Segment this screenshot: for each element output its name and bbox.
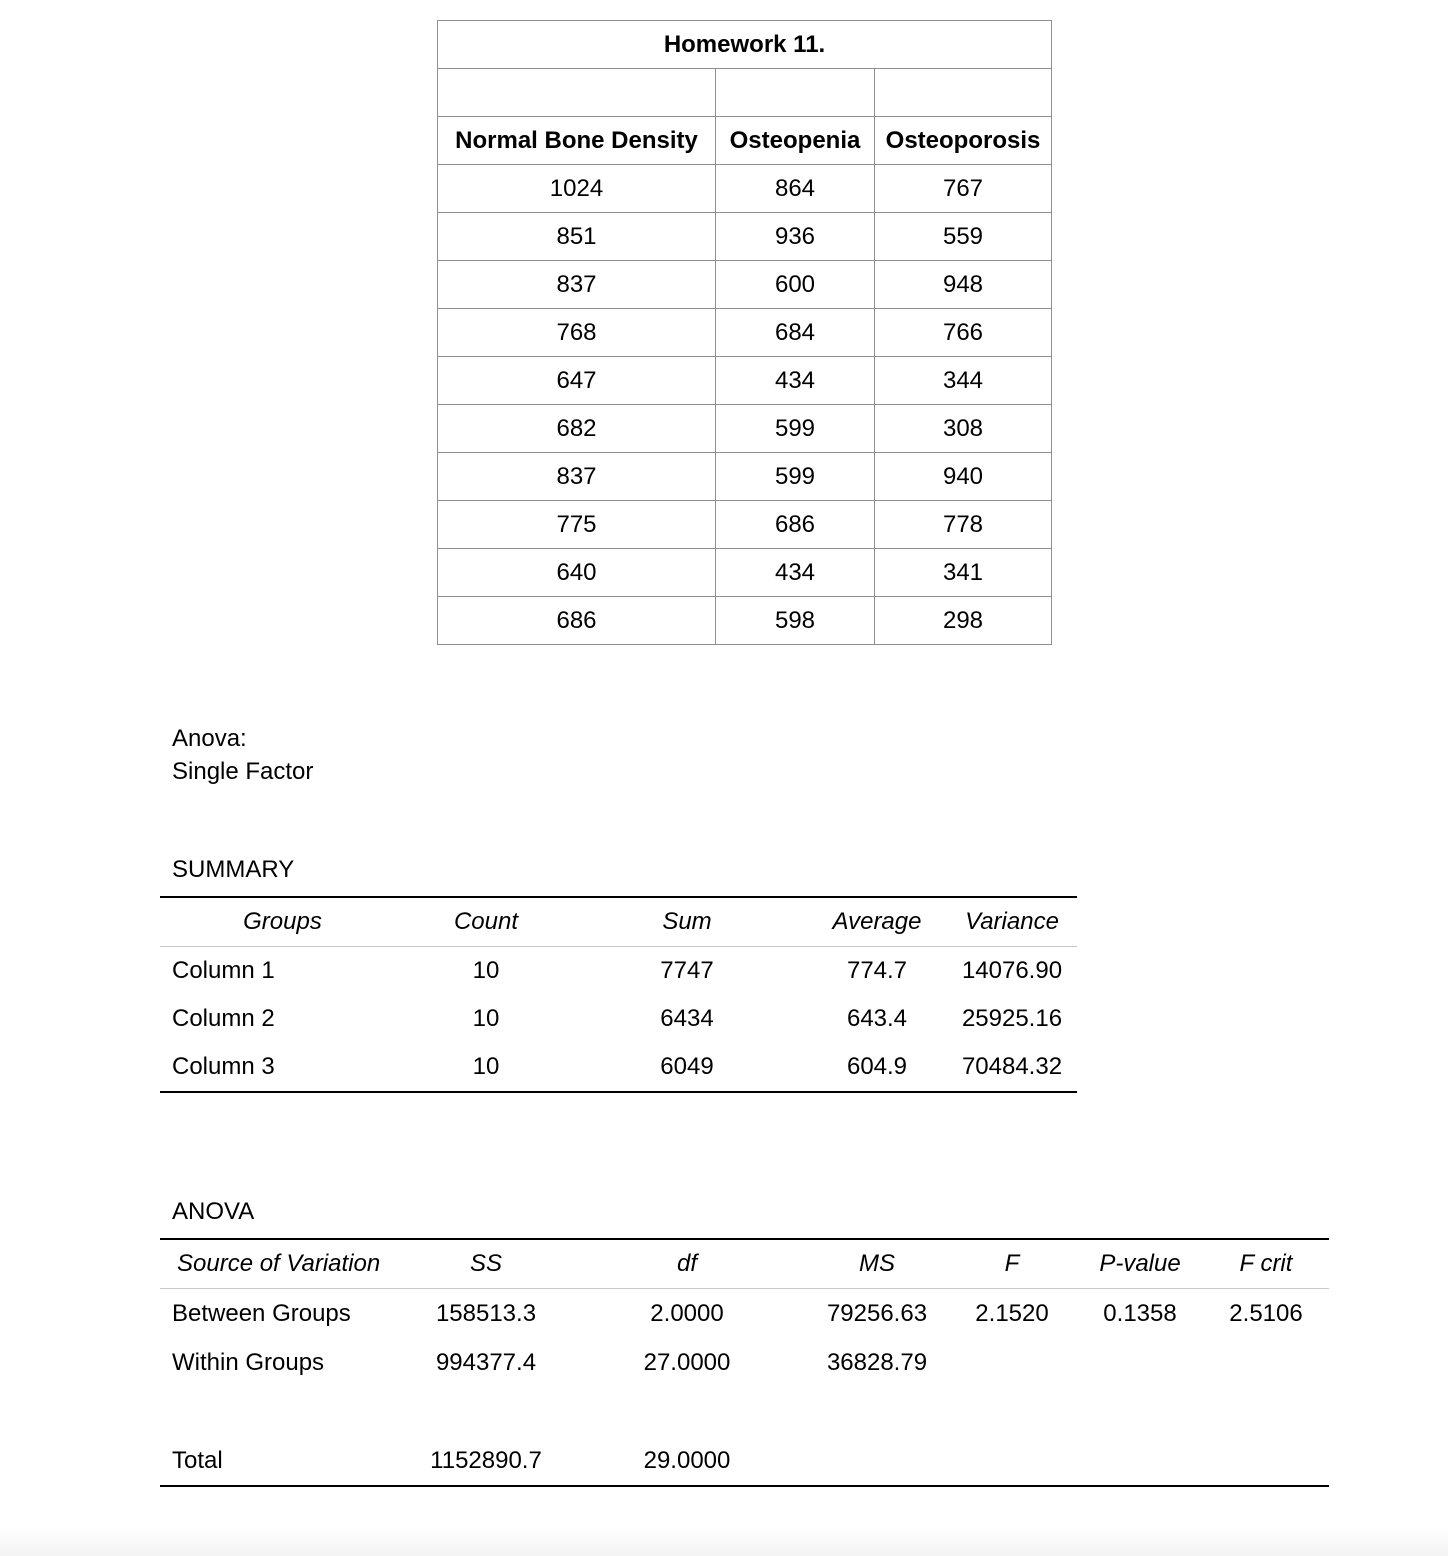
- table-row: [160, 947, 1077, 996]
- cell: 434: [716, 549, 875, 597]
- cell: Within Groups: [172, 1348, 325, 1376]
- table-row: [160, 1043, 1077, 1092]
- cell: 766: [875, 309, 1052, 357]
- cell: 778: [875, 501, 1052, 549]
- cell: 599: [716, 453, 875, 501]
- cell: 79256.63: [826, 1299, 928, 1327]
- cell: Column 2: [172, 1005, 275, 1032]
- empty-cell: [716, 69, 875, 117]
- cell: 851: [438, 213, 716, 261]
- table-row: [438, 213, 1052, 261]
- table-row-between-groups: [160, 1289, 1329, 1339]
- empty-cell: [438, 69, 716, 117]
- empty-cell: [1077, 1338, 1203, 1387]
- cell: 684: [716, 309, 875, 357]
- cell: 686: [716, 501, 875, 549]
- table-row: [438, 549, 1052, 597]
- cell: 6434: [660, 1005, 714, 1032]
- header-average: Average: [807, 897, 947, 947]
- cell: 837: [438, 453, 716, 501]
- empty-cell: [947, 1436, 1077, 1486]
- cell: 647: [438, 357, 716, 405]
- header-p-value: P-value: [1077, 1239, 1203, 1289]
- homework-title: Homework 11.: [438, 21, 1052, 69]
- cell: 344: [875, 357, 1052, 405]
- cell: 604.9: [807, 1043, 947, 1092]
- header-variance: Variance: [947, 897, 1077, 947]
- header-source-of-variation: Source of Variation: [160, 1239, 405, 1289]
- cell: 29.0000: [567, 1436, 807, 1486]
- cell: 936: [716, 213, 875, 261]
- cell: 10: [405, 1043, 567, 1092]
- anova-heading-line1: Anova:: [172, 725, 247, 752]
- cell: 434: [716, 357, 875, 405]
- cell: Between Groups: [172, 1299, 351, 1327]
- empty-cell: [160, 1387, 1329, 1436]
- empty-cell: [1203, 1338, 1329, 1387]
- header-ss: SS: [405, 1239, 567, 1289]
- table-row-total: [160, 1436, 1329, 1486]
- header-sum: Sum: [567, 897, 807, 947]
- table-row: [438, 357, 1052, 405]
- cell: Total: [160, 1436, 405, 1486]
- cell: 767: [875, 165, 1052, 213]
- cell: 158513.3: [435, 1299, 537, 1327]
- cell: 994377.4: [435, 1348, 537, 1376]
- cell: 7747: [660, 957, 714, 984]
- summary-label: SUMMARY: [172, 856, 295, 883]
- table-row: [438, 261, 1052, 309]
- header-f-crit: F crit: [1203, 1239, 1329, 1289]
- cell: 774.7: [846, 957, 908, 984]
- cell: 682: [438, 405, 716, 453]
- homework-data-table: [437, 20, 1052, 645]
- spacer-row: [160, 1387, 1329, 1436]
- header-ms: MS: [807, 1239, 947, 1289]
- empty-cell: [807, 1436, 947, 1486]
- column-header-normal-bone-density: Normal Bone Density: [438, 117, 716, 165]
- cell: 6049: [567, 1043, 807, 1092]
- cell: 14076.90: [961, 957, 1063, 984]
- summary-table: [160, 896, 1077, 1093]
- table-row: [438, 165, 1052, 213]
- cell: 686: [438, 597, 716, 645]
- cell: 559: [875, 213, 1052, 261]
- cell: 864: [716, 165, 875, 213]
- empty-cell: [947, 1338, 1077, 1387]
- cell: 341: [875, 549, 1052, 597]
- cell: 70484.32: [947, 1043, 1077, 1092]
- cell: 643.4: [846, 1005, 908, 1032]
- cell: 2.1520: [975, 1299, 1049, 1327]
- table-row: [438, 453, 1052, 501]
- anova-header-row: [160, 1239, 1329, 1289]
- cell: Column 3: [160, 1043, 405, 1092]
- cell: 599: [716, 405, 875, 453]
- cell: 298: [875, 597, 1052, 645]
- summary-header-row: [160, 897, 1077, 947]
- table-row: [160, 995, 1077, 1043]
- anova-label: ANOVA: [172, 1198, 255, 1225]
- cell: 768: [438, 309, 716, 357]
- column-header-osteoporosis: Osteoporosis: [875, 117, 1052, 165]
- cell: 1152890.7: [405, 1436, 567, 1486]
- cell: 598: [716, 597, 875, 645]
- cell: 2.0000: [650, 1299, 724, 1327]
- table-row: [438, 405, 1052, 453]
- table-row: [438, 309, 1052, 357]
- empty-cell: [875, 69, 1052, 117]
- cell: 775: [438, 501, 716, 549]
- cell: 27.0000: [643, 1348, 731, 1376]
- header-count: Count: [405, 897, 567, 947]
- anova-table: [160, 1238, 1329, 1487]
- cell: 837: [438, 261, 716, 309]
- page-bottom-edge: [0, 1528, 1448, 1556]
- cell: 948: [875, 261, 1052, 309]
- header-groups: Groups: [160, 897, 405, 947]
- cell: 940: [875, 453, 1052, 501]
- table-row-within-groups: [160, 1338, 1329, 1387]
- empty-cell: [1203, 1436, 1329, 1486]
- table-row: [438, 597, 1052, 645]
- cell: Column 1: [172, 957, 275, 984]
- cell: 600: [716, 261, 875, 309]
- cell: 2.5106: [1229, 1299, 1303, 1327]
- anova-heading-line2: Single Factor: [172, 758, 314, 785]
- header-df: df: [567, 1239, 807, 1289]
- cell: 25925.16: [961, 1005, 1063, 1032]
- cell: 308: [875, 405, 1052, 453]
- cell: 1024: [438, 165, 716, 213]
- column-header-osteopenia: Osteopenia: [716, 117, 875, 165]
- table-row: [438, 501, 1052, 549]
- cell: 640: [438, 549, 716, 597]
- cell: 36828.79: [826, 1348, 928, 1376]
- empty-cell: [1077, 1436, 1203, 1486]
- header-f: F: [947, 1239, 1077, 1289]
- cell: 10: [472, 1005, 500, 1032]
- cell: 10: [472, 957, 500, 984]
- cell: 0.1358: [1103, 1299, 1177, 1327]
